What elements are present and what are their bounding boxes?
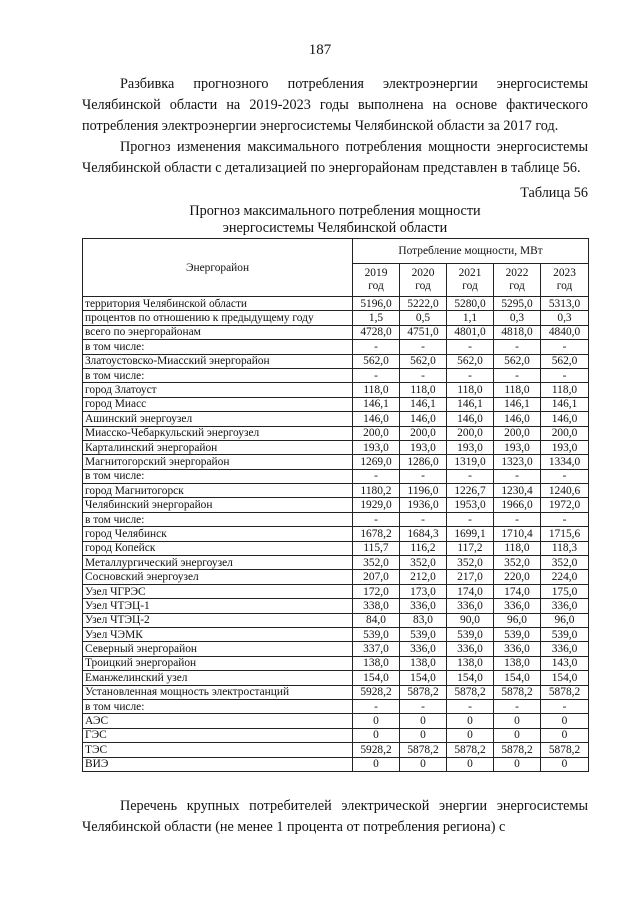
row-value-2019: 5928,2 xyxy=(353,743,400,757)
header-region: Энергорайон xyxy=(83,239,353,297)
row-value-2021: 154,0 xyxy=(447,671,494,685)
paragraph-forecast-breakdown xyxy=(82,74,588,137)
table-row xyxy=(83,627,589,641)
row-value-2020: 154,0 xyxy=(400,671,447,685)
header-year-2020 xyxy=(400,264,447,297)
table-row xyxy=(83,354,589,368)
header-year-2019 xyxy=(353,264,400,297)
row-value-2021: - xyxy=(447,512,494,526)
row-region-name: Троицкий энергорайон xyxy=(83,656,353,670)
header-year-2022 xyxy=(494,264,541,297)
row-value-2023: 352,0 xyxy=(541,556,589,570)
row-value-2023: 224,0 xyxy=(541,570,589,584)
row-value-2023: 146,0 xyxy=(541,412,589,426)
row-region-name: Металлургический энергоузел xyxy=(83,556,353,570)
row-region-name: в том числе: xyxy=(83,469,353,483)
table-row xyxy=(83,599,589,613)
row-value-2020: 1684,3 xyxy=(400,527,447,541)
row-value-2022: 193,0 xyxy=(494,440,541,454)
header-year-value: 2021 xyxy=(458,267,482,279)
row-value-2019: 5928,2 xyxy=(353,685,400,699)
row-value-2019: 562,0 xyxy=(353,354,400,368)
row-value-2019: 1678,2 xyxy=(353,527,400,541)
table-row xyxy=(83,340,589,354)
row-value-2019: - xyxy=(353,512,400,526)
row-value-2021: 5878,2 xyxy=(447,743,494,757)
row-value-2019: 337,0 xyxy=(353,642,400,656)
row-value-2021: - xyxy=(447,469,494,483)
row-region-name: Узел ЧТЭЦ-1 xyxy=(83,599,353,613)
header-year-suffix: год xyxy=(415,280,431,292)
row-region-name: Узел ЧЭМК xyxy=(83,627,353,641)
row-value-2023: 146,1 xyxy=(541,397,589,411)
row-value-2019: 207,0 xyxy=(353,570,400,584)
row-value-2022: 539,0 xyxy=(494,627,541,641)
row-value-2022: 118,0 xyxy=(494,541,541,555)
row-value-2022: 146,0 xyxy=(494,412,541,426)
row-value-2019: 1929,0 xyxy=(353,498,400,512)
row-value-2022: 200,0 xyxy=(494,426,541,440)
table-row xyxy=(83,570,589,584)
table-row xyxy=(83,455,589,469)
row-value-2023: 154,0 xyxy=(541,671,589,685)
row-value-2023: 0 xyxy=(541,757,589,771)
row-value-2022: 0 xyxy=(494,757,541,771)
row-value-2022: - xyxy=(494,699,541,713)
paragraph-large-consumers xyxy=(82,796,588,838)
table-row xyxy=(83,412,589,426)
row-value-2019: 1269,0 xyxy=(353,455,400,469)
row-value-2020: 352,0 xyxy=(400,556,447,570)
row-value-2021: 0 xyxy=(447,714,494,728)
row-value-2023: 193,0 xyxy=(541,440,589,454)
page-number: 187 xyxy=(308,42,332,58)
row-value-2020: 146,1 xyxy=(400,397,447,411)
row-value-2020: 336,0 xyxy=(400,599,447,613)
row-value-2020: 562,0 xyxy=(400,354,447,368)
row-value-2020: 0 xyxy=(400,728,447,742)
row-value-2021: 146,0 xyxy=(447,412,494,426)
row-value-2020: 0 xyxy=(400,714,447,728)
row-value-2019: 146,0 xyxy=(353,412,400,426)
row-value-2023: 175,0 xyxy=(541,584,589,598)
row-region-name: Магнитогорский энергорайон xyxy=(83,455,353,469)
row-value-2022: - xyxy=(494,512,541,526)
row-value-2019: 146,1 xyxy=(353,397,400,411)
row-value-2021: 118,0 xyxy=(447,383,494,397)
row-value-2019: 193,0 xyxy=(353,440,400,454)
row-value-2022: 336,0 xyxy=(494,599,541,613)
row-value-2022: 336,0 xyxy=(494,642,541,656)
row-value-2020: 146,0 xyxy=(400,412,447,426)
row-region-name: Челябинский энергорайон xyxy=(83,498,353,512)
row-value-2020: 1936,0 xyxy=(400,498,447,512)
row-value-2023: 0 xyxy=(541,728,589,742)
row-value-2019: 200,0 xyxy=(353,426,400,440)
row-region-name: Сосновский энергоузел xyxy=(83,570,353,584)
row-value-2022: 5878,2 xyxy=(494,685,541,699)
table-row xyxy=(83,642,589,656)
row-region-name: Ашинский энергоузел xyxy=(83,412,353,426)
row-value-2022: 96,0 xyxy=(494,613,541,627)
header-year-value: 2019 xyxy=(364,267,388,279)
row-value-2019: 0 xyxy=(353,728,400,742)
row-value-2021: 5878,2 xyxy=(447,685,494,699)
table-row xyxy=(83,728,589,742)
header-year-value: 2020 xyxy=(411,267,435,279)
row-region-name: Еманжелинский узел xyxy=(83,671,353,685)
row-region-name: Узел ЧТЭЦ-2 xyxy=(83,613,353,627)
row-value-2019: 539,0 xyxy=(353,627,400,641)
row-value-2020: 0,5 xyxy=(400,311,447,325)
row-value-2019: - xyxy=(353,340,400,354)
row-value-2019: 338,0 xyxy=(353,599,400,613)
row-value-2022: 352,0 xyxy=(494,556,541,570)
header-year-suffix: год xyxy=(509,280,525,292)
row-value-2023: 118,3 xyxy=(541,541,589,555)
row-value-2021: 5280,0 xyxy=(447,297,494,311)
paragraph-text: Прогноз изменения максимального потребления мощности энергосистемы Челябинской области с детализацией по энергорайонам представлен в таблице 56. xyxy=(82,139,588,176)
row-value-2019: 115,7 xyxy=(353,541,400,555)
row-value-2021: 1226,7 xyxy=(447,484,494,498)
row-value-2020: 116,2 xyxy=(400,541,447,555)
table-label: Таблица 56 xyxy=(520,185,588,201)
row-value-2019: 352,0 xyxy=(353,556,400,570)
row-value-2022: 146,1 xyxy=(494,397,541,411)
row-value-2021: - xyxy=(447,368,494,382)
table-row xyxy=(83,469,589,483)
row-region-name: Узел ЧГРЭС xyxy=(83,584,353,598)
row-value-2023: - xyxy=(541,699,589,713)
row-region-name: город Магнитогорск xyxy=(83,484,353,498)
row-value-2019: 1180,2 xyxy=(353,484,400,498)
row-region-name: территория Челябинской области xyxy=(83,297,353,311)
row-value-2023: 336,0 xyxy=(541,599,589,613)
row-value-2023: 1334,0 xyxy=(541,455,589,469)
row-region-name: процентов по отношению к предыдущему году xyxy=(83,311,353,325)
row-value-2019: 138,0 xyxy=(353,656,400,670)
row-value-2020: 1286,0 xyxy=(400,455,447,469)
row-value-2023: 0 xyxy=(541,714,589,728)
row-value-2022: 0,3 xyxy=(494,311,541,325)
header-year-value: 2022 xyxy=(505,267,529,279)
row-value-2021: 562,0 xyxy=(447,354,494,368)
row-value-2019: 118,0 xyxy=(353,383,400,397)
table-row xyxy=(83,325,589,339)
row-value-2022: 0 xyxy=(494,728,541,742)
header-year-2021 xyxy=(447,264,494,297)
row-value-2022: - xyxy=(494,469,541,483)
table-row xyxy=(83,714,589,728)
row-value-2020: 118,0 xyxy=(400,383,447,397)
row-value-2021: 200,0 xyxy=(447,426,494,440)
row-value-2022: - xyxy=(494,368,541,382)
row-value-2019: 154,0 xyxy=(353,671,400,685)
row-value-2021: 336,0 xyxy=(447,642,494,656)
row-region-name: город Копейск xyxy=(83,541,353,555)
row-value-2020: 138,0 xyxy=(400,656,447,670)
row-value-2023: 4840,0 xyxy=(541,325,589,339)
table-row xyxy=(83,743,589,757)
table-row xyxy=(83,556,589,570)
row-region-name: всего по энергорайонам xyxy=(83,325,353,339)
row-value-2023: 539,0 xyxy=(541,627,589,641)
row-value-2020: 212,0 xyxy=(400,570,447,584)
row-value-2021: 1319,0 xyxy=(447,455,494,469)
table-row xyxy=(83,685,589,699)
row-region-name: город Златоуст xyxy=(83,383,353,397)
row-value-2021: 539,0 xyxy=(447,627,494,641)
table-row xyxy=(83,613,589,627)
row-value-2023: 336,0 xyxy=(541,642,589,656)
row-value-2020: 1196,0 xyxy=(400,484,447,498)
row-value-2023: - xyxy=(541,512,589,526)
row-value-2023: 5878,2 xyxy=(541,743,589,757)
row-value-2020: - xyxy=(400,340,447,354)
header-year-suffix: год xyxy=(556,280,573,292)
paragraph-forecast-max-power xyxy=(82,137,588,179)
row-value-2020: - xyxy=(400,469,447,483)
row-value-2020: - xyxy=(400,368,447,382)
row-value-2022: 1966,0 xyxy=(494,498,541,512)
row-value-2020: 5222,0 xyxy=(400,297,447,311)
power-consumption-table xyxy=(82,238,589,772)
row-value-2021: 217,0 xyxy=(447,570,494,584)
row-value-2019: 4728,0 xyxy=(353,325,400,339)
table-row xyxy=(83,699,589,713)
table-row xyxy=(83,527,589,541)
row-value-2023: 562,0 xyxy=(541,354,589,368)
row-region-name: в том числе: xyxy=(83,368,353,382)
row-value-2023: 200,0 xyxy=(541,426,589,440)
row-value-2022: 4818,0 xyxy=(494,325,541,339)
table-row xyxy=(83,368,589,382)
row-value-2021: 336,0 xyxy=(447,599,494,613)
table-row xyxy=(83,498,589,512)
row-value-2021: 1699,1 xyxy=(447,527,494,541)
table-row xyxy=(83,541,589,555)
row-value-2022: 118,0 xyxy=(494,383,541,397)
row-value-2019: 172,0 xyxy=(353,584,400,598)
row-region-name: АЭС xyxy=(83,714,353,728)
row-value-2019: - xyxy=(353,368,400,382)
header-power-consumption: Потребление мощности, МВт xyxy=(353,239,589,264)
row-value-2023: 96,0 xyxy=(541,613,589,627)
row-value-2021: - xyxy=(447,699,494,713)
row-value-2019: - xyxy=(353,699,400,713)
row-value-2019: - xyxy=(353,469,400,483)
row-value-2021: 193,0 xyxy=(447,440,494,454)
row-value-2020: 539,0 xyxy=(400,627,447,641)
table-row xyxy=(83,383,589,397)
row-value-2023: 0,3 xyxy=(541,311,589,325)
row-region-name: в том числе: xyxy=(83,512,353,526)
table-title-line: Прогноз максимального потребления мощности xyxy=(189,203,481,219)
row-value-2020: 193,0 xyxy=(400,440,447,454)
row-value-2023: 1715,6 xyxy=(541,527,589,541)
table-row xyxy=(83,484,589,498)
row-value-2022: 562,0 xyxy=(494,354,541,368)
row-value-2019: 1,5 xyxy=(353,311,400,325)
row-value-2023: - xyxy=(541,469,589,483)
row-value-2023: 5313,0 xyxy=(541,297,589,311)
row-region-name: ГЭС xyxy=(83,728,353,742)
table-row xyxy=(83,584,589,598)
row-region-name: Златоустовско-Миасский энергорайон xyxy=(83,354,353,368)
row-value-2022: 5878,2 xyxy=(494,743,541,757)
row-region-name: Северный энергорайон xyxy=(83,642,353,656)
row-value-2022: 154,0 xyxy=(494,671,541,685)
header-year-value: 2023 xyxy=(553,267,576,279)
row-value-2020: 5878,2 xyxy=(400,743,447,757)
row-value-2021: 138,0 xyxy=(447,656,494,670)
table-row xyxy=(83,311,589,325)
row-value-2022: 1230,4 xyxy=(494,484,541,498)
row-value-2021: 0 xyxy=(447,728,494,742)
row-value-2020: 0 xyxy=(400,757,447,771)
row-value-2023: - xyxy=(541,368,589,382)
row-value-2022: 0 xyxy=(494,714,541,728)
table-row xyxy=(83,440,589,454)
table-row xyxy=(83,656,589,670)
row-value-2019: 0 xyxy=(353,757,400,771)
header-year-suffix: год xyxy=(462,280,478,292)
row-value-2020: - xyxy=(400,699,447,713)
row-value-2022: 5295,0 xyxy=(494,297,541,311)
table-title xyxy=(82,203,588,237)
row-value-2022: 1323,0 xyxy=(494,455,541,469)
table-row xyxy=(83,297,589,311)
row-value-2023: 143,0 xyxy=(541,656,589,670)
row-value-2021: - xyxy=(447,340,494,354)
row-value-2021: 4801,0 xyxy=(447,325,494,339)
row-value-2019: 0 xyxy=(353,714,400,728)
row-region-name: город Челябинск xyxy=(83,527,353,541)
row-value-2022: 1710,4 xyxy=(494,527,541,541)
row-value-2023: 5878,2 xyxy=(541,685,589,699)
row-value-2020: 4751,0 xyxy=(400,325,447,339)
paragraph-text: Перечень крупных потребителей электрической энергии энергосистемы Челябинской области (не менее 1 процента от потребления региона) с xyxy=(82,798,588,835)
paragraph-text: Разбивка прогнозного потребления электроэнергии энергосистемы Челябинской области на 2019-2023 годы выполнена на основе фактического потребления электроэнергии энергосистемы Челябинской области за 2017 год. xyxy=(82,76,588,134)
row-value-2021: 352,0 xyxy=(447,556,494,570)
table-row xyxy=(83,512,589,526)
row-value-2021: 1,1 xyxy=(447,311,494,325)
row-region-name: в том числе: xyxy=(83,699,353,713)
row-value-2021: 174,0 xyxy=(447,584,494,598)
row-value-2023: - xyxy=(541,340,589,354)
row-value-2021: 1953,0 xyxy=(447,498,494,512)
row-value-2019: 5196,0 xyxy=(353,297,400,311)
row-region-name: в том числе: xyxy=(83,340,353,354)
row-value-2020: 336,0 xyxy=(400,642,447,656)
row-region-name: ВИЭ xyxy=(83,757,353,771)
row-value-2022: - xyxy=(494,340,541,354)
row-value-2023: 1240,6 xyxy=(541,484,589,498)
row-value-2023: 1972,0 xyxy=(541,498,589,512)
header-year-2023 xyxy=(541,264,589,297)
row-value-2022: 220,0 xyxy=(494,570,541,584)
row-region-name: город Миасс xyxy=(83,397,353,411)
table-title-line: энергосистемы Челябинской области xyxy=(222,220,448,236)
row-region-name: Установленная мощность электростанций xyxy=(83,685,353,699)
table-row xyxy=(83,671,589,685)
table-row xyxy=(83,757,589,771)
row-value-2022: 138,0 xyxy=(494,656,541,670)
row-value-2021: 146,1 xyxy=(447,397,494,411)
row-value-2020: 5878,2 xyxy=(400,685,447,699)
row-value-2021: 90,0 xyxy=(447,613,494,627)
row-value-2022: 174,0 xyxy=(494,584,541,598)
header-year-suffix: год xyxy=(368,280,384,292)
row-value-2020: 173,0 xyxy=(400,584,447,598)
row-value-2020: - xyxy=(400,512,447,526)
row-value-2023: 118,0 xyxy=(541,383,589,397)
row-value-2021: 0 xyxy=(447,757,494,771)
row-value-2021: 117,2 xyxy=(447,541,494,555)
row-region-name: Миасско-Чебаркульский энергоузел xyxy=(83,426,353,440)
row-value-2020: 200,0 xyxy=(400,426,447,440)
row-region-name: ТЭС xyxy=(83,743,353,757)
table-row xyxy=(83,397,589,411)
table-row xyxy=(83,426,589,440)
row-value-2020: 83,0 xyxy=(400,613,447,627)
row-value-2019: 84,0 xyxy=(353,613,400,627)
row-region-name: Карталинский энергорайон xyxy=(83,440,353,454)
